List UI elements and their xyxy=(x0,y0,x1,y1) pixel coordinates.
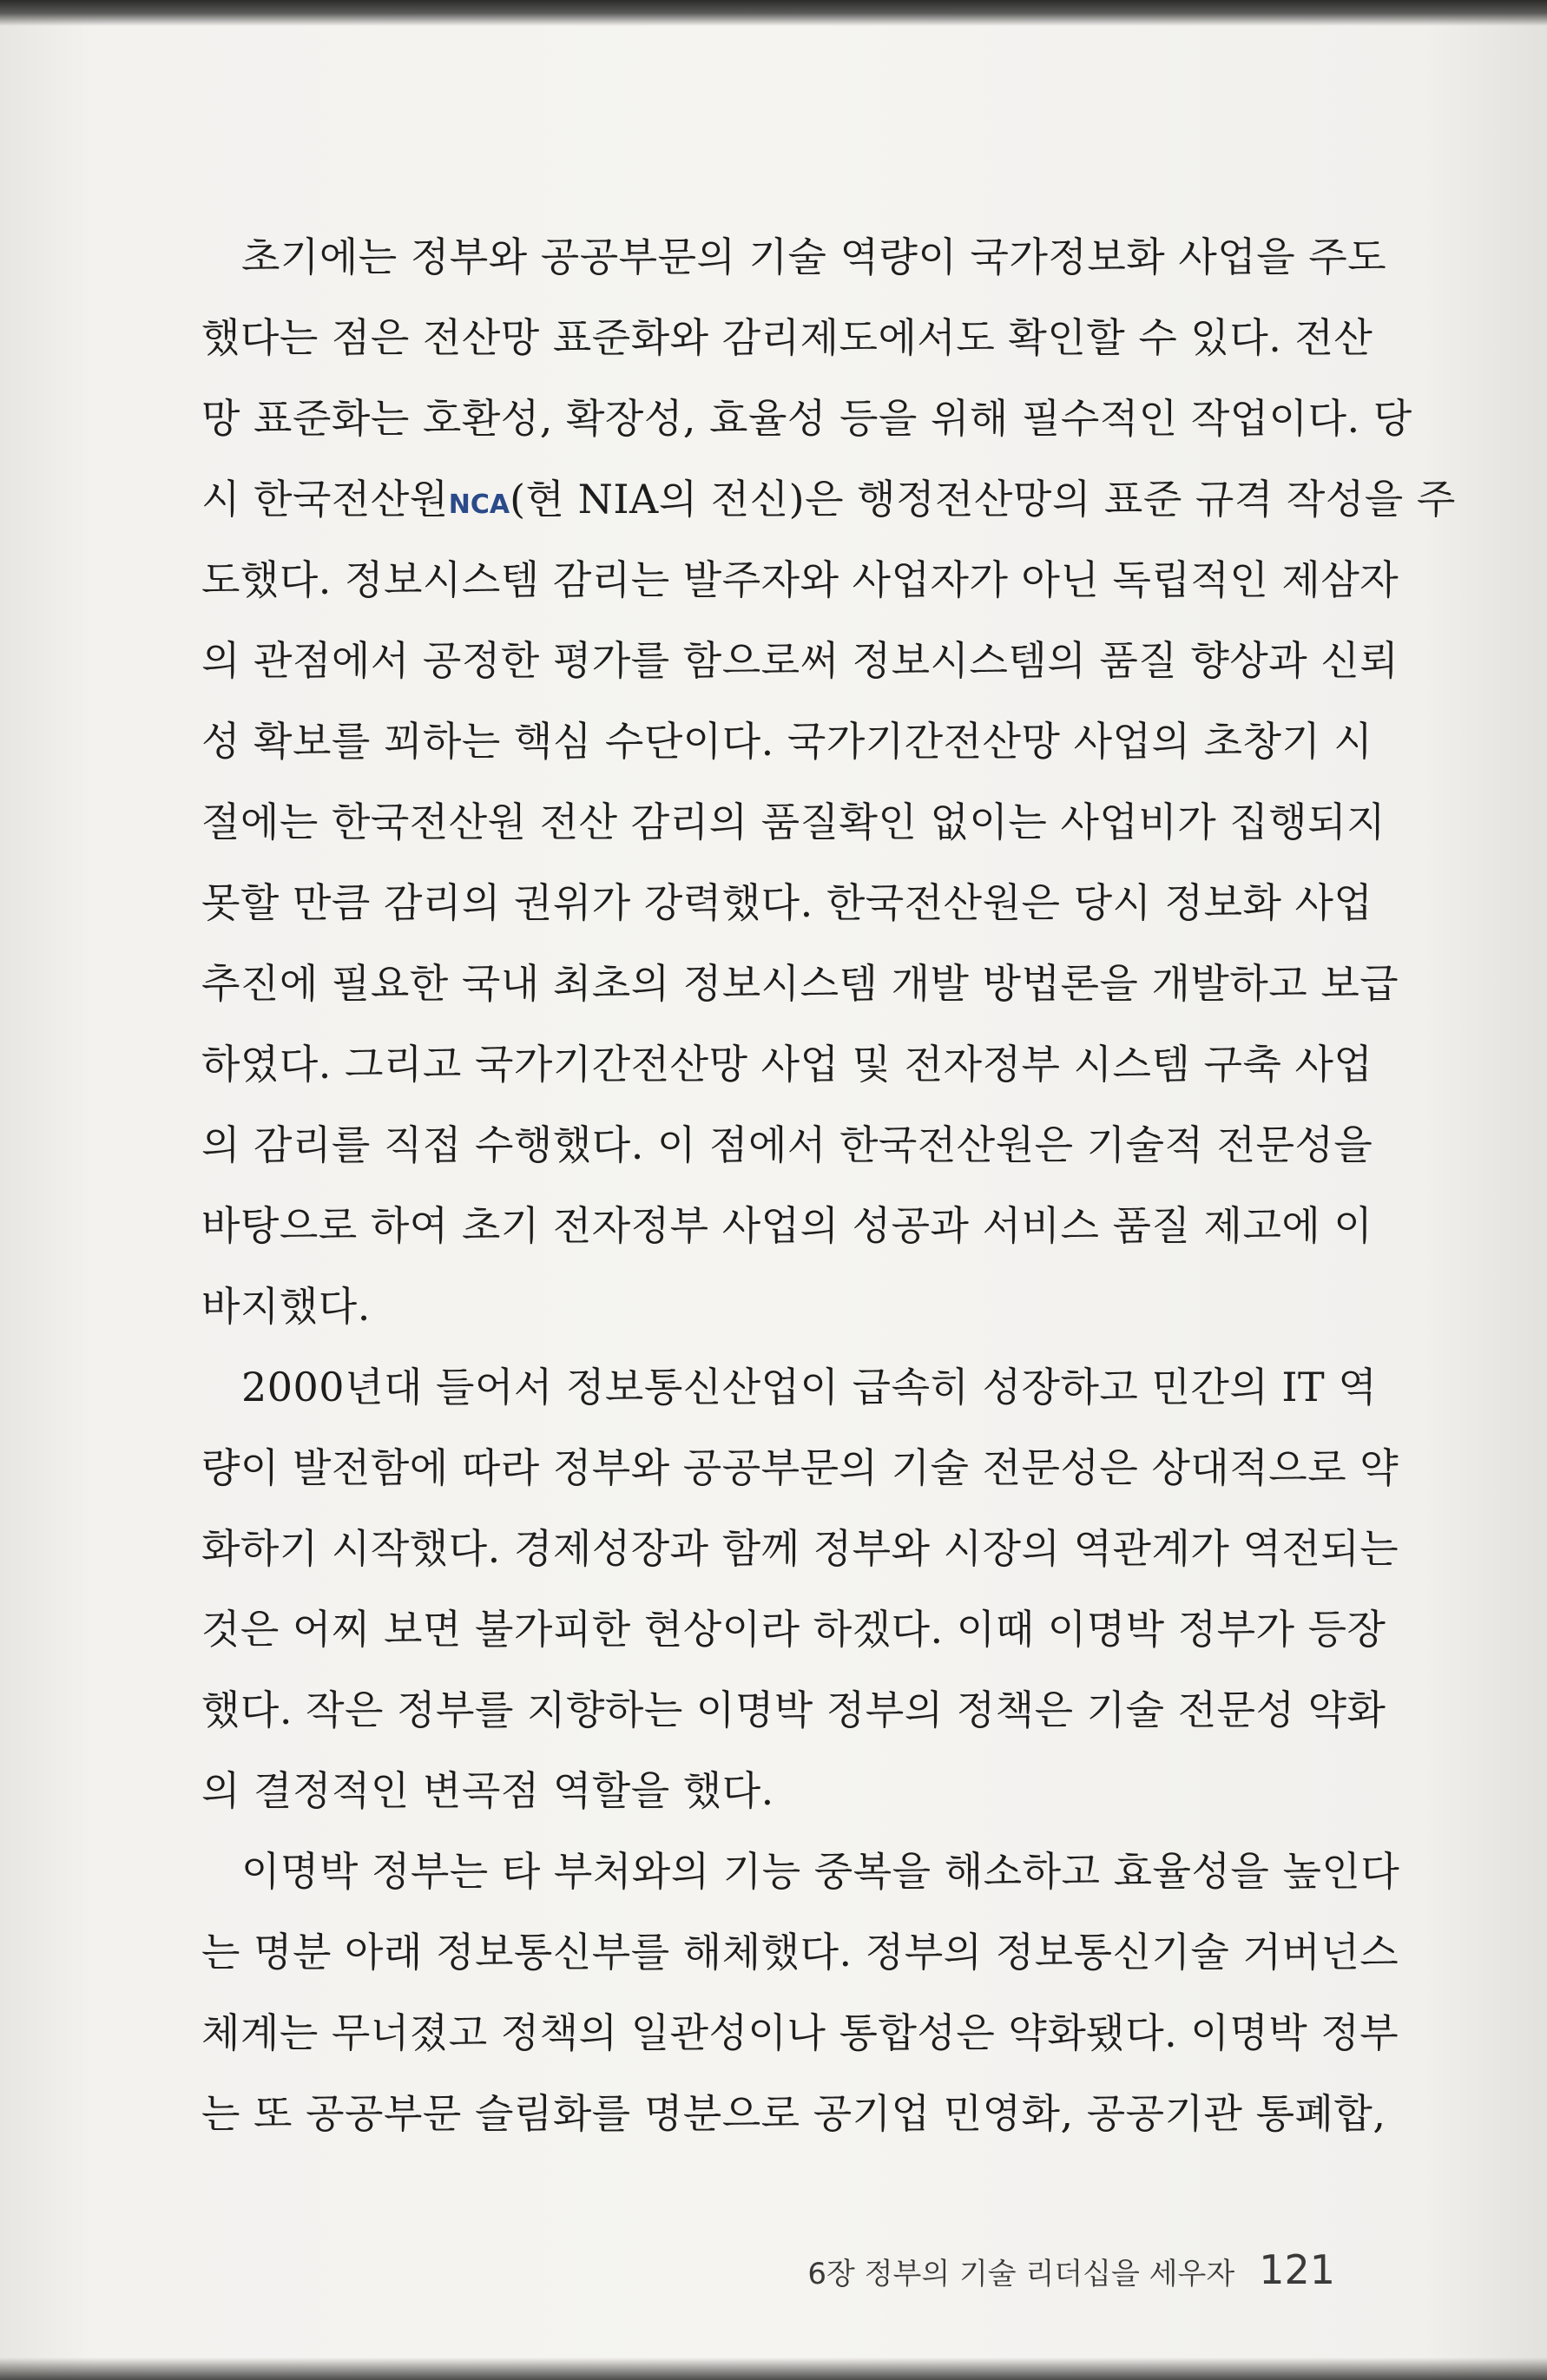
paragraph xyxy=(201,1347,1399,1831)
text-segment: 시 한국전산원 xyxy=(201,476,449,523)
running-chapter-title: 6장 정부의 기술 리더십을 세우자 xyxy=(807,2257,1235,2291)
text-line: 의 관점에서 공정한 평가를 함으로써 정보시스템의 품질 향상과 신뢰 xyxy=(201,637,1399,684)
text-line: 바탕으로 하여 초기 전자정부 사업의 성공과 서비스 품질 제고에 이 xyxy=(201,1202,1373,1249)
paragraph xyxy=(201,1831,1400,2154)
text-segment: (현 NIA의 전신)은 행정전산망의 표준 규격 작성을 주 xyxy=(510,476,1456,523)
text-line: 했다. 작은 정부를 지향하는 이명박 정부의 정책은 기술 전문성 약화 xyxy=(201,1686,1386,1733)
text-line: 추진에 필요한 국내 최초의 정보시스템 개발 방법론을 개발하고 보급 xyxy=(201,960,1399,1007)
text-line: 화하기 시작했다. 경제성장과 함께 정부와 시장의 역관계가 역전되는 xyxy=(201,1525,1399,1572)
text-line: 는 명분 아래 정보통신부를 해체했다. 정부의 정보통신기술 거버넌스 xyxy=(201,1929,1399,1976)
text-line xyxy=(201,459,1456,540)
text-line: 의 결정적인 변곡점 역할을 했다. xyxy=(201,1767,774,1814)
page-footer xyxy=(807,2246,1335,2293)
text-line: 는 또 공공부문 슬림화를 명분으로 공기업 민영화, 공공기관 통폐합, xyxy=(201,2090,1386,2137)
page-number: 121 xyxy=(1259,2246,1335,2293)
text-line: 2000년대 들어서 정보통신산업이 급속히 성장하고 민간의 IT 역 xyxy=(241,1364,1378,1410)
text-line: 바지했다. xyxy=(201,1283,371,1330)
text-line: 초기에는 정부와 공공부문의 기술 역량이 국가정보화 사업을 주도 xyxy=(241,233,1387,280)
text-line: 절에는 한국전산원 전산 감리의 품질확인 없이는 사업비가 집행되지 xyxy=(201,799,1386,845)
paragraph xyxy=(201,217,1456,1347)
text-line: 성 확보를 꾀하는 핵심 수단이다. 국가기간전산망 사업의 초창기 시 xyxy=(201,718,1373,765)
text-line: 이명박 정부는 타 부처와의 기능 중복을 해소하고 효율성을 높인다 xyxy=(241,1848,1400,1895)
abbreviation: NCA xyxy=(448,490,510,520)
text-line: 량이 발전함에 따라 정부와 공공부문의 기술 전문성은 상대적으로 약 xyxy=(201,1444,1399,1491)
text-line: 못할 만큼 감리의 권위가 강력했다. 한국전산원은 당시 정보화 사업 xyxy=(201,879,1373,926)
text-line: 체계는 무너졌고 정책의 일관성이나 통합성은 약화됐다. 이명박 정부 xyxy=(201,2009,1399,2056)
text-line: 했다는 점은 전산망 표준화와 감리제도에서도 확인할 수 있다. 전산 xyxy=(201,314,1373,361)
text-line: 것은 어찌 보면 불가피한 현상이라 하겠다. 이때 이명박 정부가 등장 xyxy=(201,1606,1386,1653)
text-line: 망 표준화는 호환성, 확장성, 효율성 등을 위해 필수적인 작업이다. 당 xyxy=(201,395,1412,442)
text-line: 하였다. 그리고 국가기간전산망 사업 및 전자정부 시스템 구축 사업 xyxy=(201,1041,1373,1088)
body-text xyxy=(201,217,1456,2154)
text-line: 의 감리를 직접 수행했다. 이 점에서 한국전산원은 기술적 전문성을 xyxy=(201,1121,1373,1168)
text-line: 도했다. 정보시스템 감리는 발주자와 사업자가 아닌 독립적인 제삼자 xyxy=(201,556,1399,603)
